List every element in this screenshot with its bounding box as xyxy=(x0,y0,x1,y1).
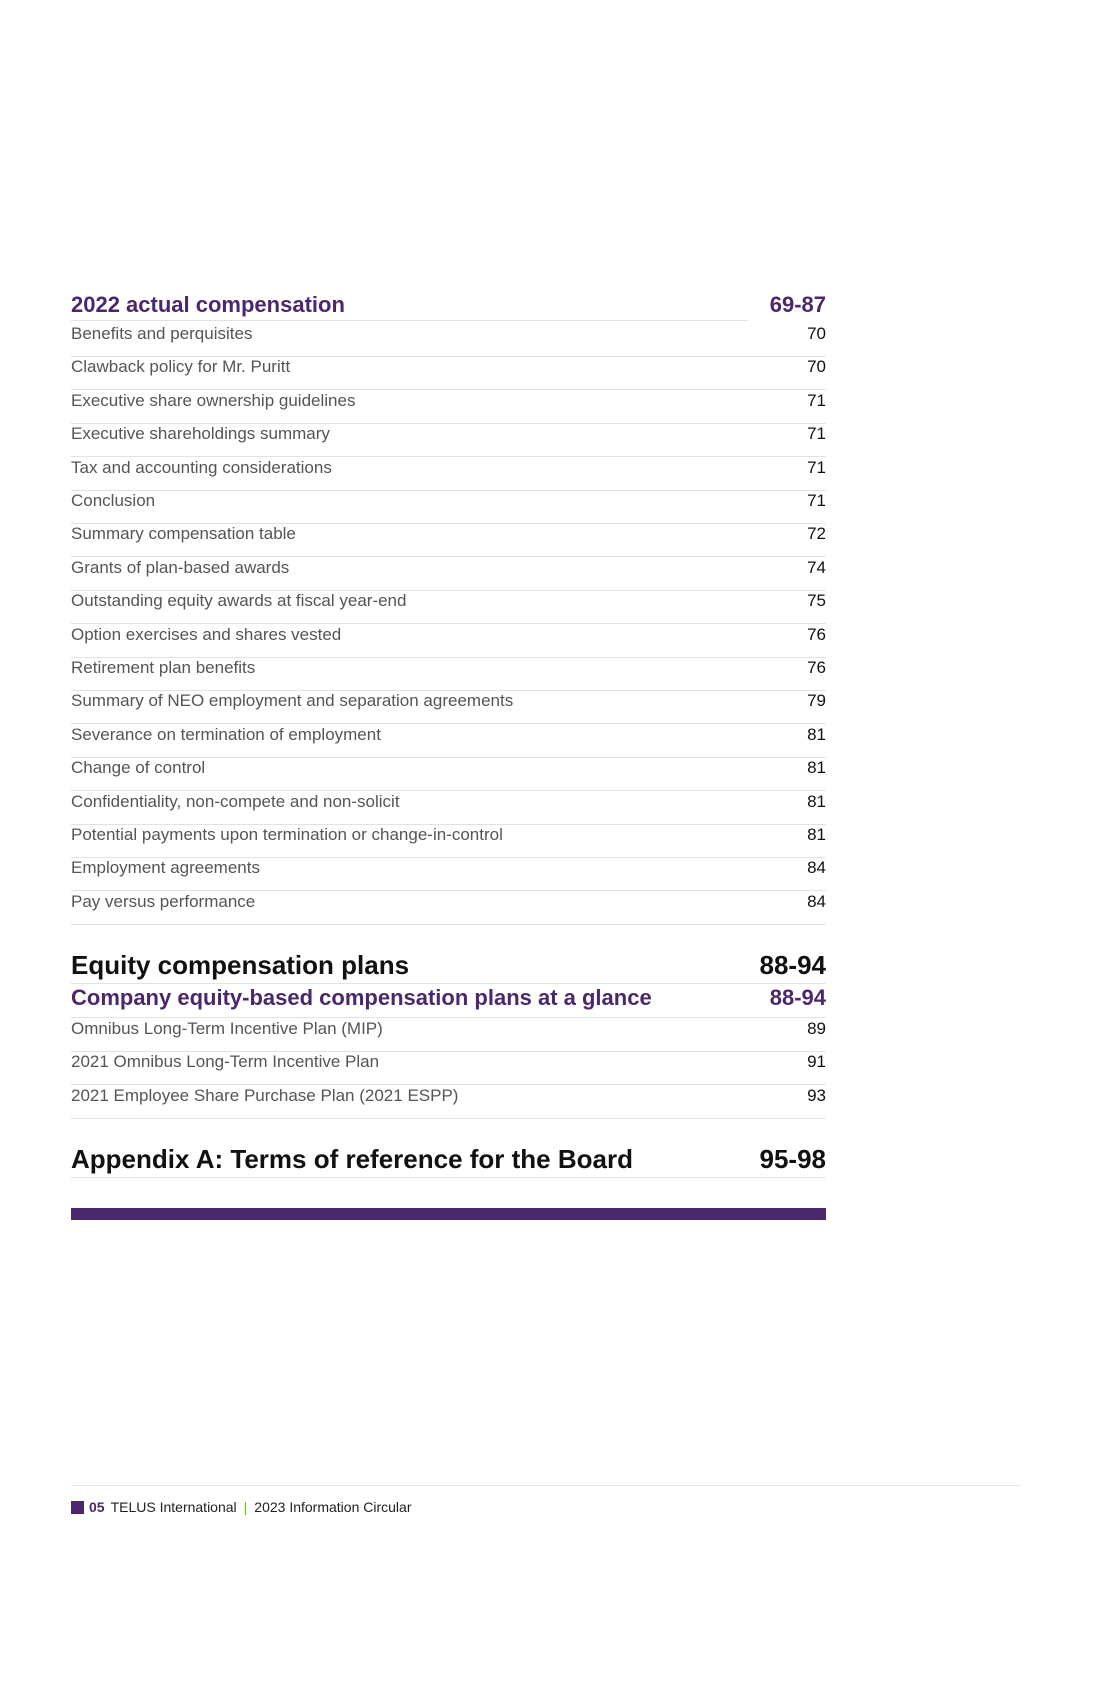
toc-entry[interactable] xyxy=(71,357,826,390)
toc-entry-label: Grants of plan-based awards xyxy=(71,557,290,577)
toc-entry-label: Summary compensation table xyxy=(71,524,296,544)
footer-separator: | xyxy=(243,1499,248,1515)
subsection-heading-equity-plans-glance[interactable] xyxy=(71,985,826,1018)
toc-entry[interactable] xyxy=(71,1052,826,1085)
toc-entry-page: 75 xyxy=(807,591,826,611)
toc-entry-page: 71 xyxy=(807,491,826,510)
toc-entry-page: 70 xyxy=(807,324,826,343)
toc-entry[interactable] xyxy=(71,758,826,791)
toc-entry[interactable] xyxy=(71,1019,826,1052)
toc-entry-label: Conclusion xyxy=(71,491,156,510)
toc-entry-label: Retirement plan benefits xyxy=(71,658,256,677)
section-heading-appendix-a-label: Appendix A: Terms of reference for the Board xyxy=(71,1144,633,1174)
footer-square-icon xyxy=(71,1501,84,1514)
section-end-bar xyxy=(71,1208,826,1220)
footer-company: TELUS International xyxy=(110,1499,237,1515)
toc-entry[interactable] xyxy=(71,825,826,858)
section-heading-equity-plans-page: 88-94 xyxy=(759,950,826,980)
toc-entry-page: 74 xyxy=(807,557,826,577)
toc-entry-page: 84 xyxy=(807,891,826,911)
toc-entry-label: Severance on termination of employment xyxy=(71,724,381,744)
toc-entry-page: 72 xyxy=(807,524,826,544)
toc-entry-page: 93 xyxy=(807,1085,826,1105)
toc-entry[interactable] xyxy=(71,391,826,424)
toc-entry[interactable] xyxy=(71,591,826,624)
toc-entry-label: 2021 Omnibus Long-Term Incentive Plan xyxy=(71,1052,380,1072)
subsection-heading-equity-plans-glance-page: 88-94 xyxy=(769,985,826,1010)
toc-entry-label: Option exercises and shares vested xyxy=(71,624,342,644)
toc-entry[interactable] xyxy=(71,558,826,591)
toc-entry-page: 81 xyxy=(807,758,826,778)
toc-entry[interactable] xyxy=(71,691,826,724)
toc-entry[interactable] xyxy=(71,625,826,658)
toc-entry[interactable] xyxy=(71,424,826,457)
footer-document-title: 2023 Information Circular xyxy=(254,1499,412,1515)
footer xyxy=(71,1497,411,1517)
toc-entry-label: Potential payments upon termination or change-in-control xyxy=(71,825,503,844)
toc-entry-label: Change of control xyxy=(71,758,206,778)
toc-entry-page: 71 xyxy=(807,457,826,477)
section-heading-appendix-a-page: 95-98 xyxy=(759,1144,826,1174)
section-heading-appendix-a[interactable] xyxy=(71,1144,826,1178)
toc-entry-label: Benefits and perquisites xyxy=(71,324,253,343)
toc-entry-page: 76 xyxy=(807,624,826,644)
section-heading-actual-compensation-page: 69-87 xyxy=(769,292,826,317)
toc-entry-label: Employment agreements xyxy=(71,858,260,878)
toc-entry-page: 91 xyxy=(807,1052,826,1072)
toc-entry-label: Executive shareholdings summary xyxy=(71,424,330,444)
toc-entry-label: Omnibus Long-Term Incentive Plan (MIP) xyxy=(71,1019,383,1038)
toc-entry-page: 81 xyxy=(807,724,826,744)
toc-entry[interactable] xyxy=(71,324,826,357)
toc-entry[interactable] xyxy=(71,1086,826,1119)
toc-entry-page: 81 xyxy=(807,791,826,811)
toc-entry-label: Clawback policy for Mr. Puritt xyxy=(71,357,291,377)
footer-page-number: 05 xyxy=(89,1499,105,1515)
toc-entry-page: 76 xyxy=(807,658,826,677)
toc-entry-page: 71 xyxy=(807,390,826,410)
toc-entry-label: Tax and accounting considerations xyxy=(71,457,332,477)
toc-entry[interactable] xyxy=(71,491,826,524)
toc-entry-page: 81 xyxy=(807,825,826,844)
toc-entry-label: 2021 Employee Share Purchase Plan (2021 ESPP) xyxy=(71,1085,459,1105)
toc-entry-label: Outstanding equity awards at fiscal year-end xyxy=(71,591,407,611)
toc-entry-page: 79 xyxy=(807,691,826,711)
toc-entry[interactable] xyxy=(71,892,826,925)
toc-entry-page: 84 xyxy=(807,858,826,878)
toc-entry-label: Confidentiality, non-compete and non-solicit xyxy=(71,791,400,811)
toc-entry-page: 70 xyxy=(807,357,826,377)
toc-entry[interactable] xyxy=(71,658,826,691)
toc-entry-label: Executive share ownership guidelines xyxy=(71,390,356,410)
section-heading-actual-compensation-label: 2022 actual compensation xyxy=(71,292,748,321)
toc-entry-page: 89 xyxy=(807,1019,826,1038)
toc-entry[interactable] xyxy=(71,792,826,825)
toc-entry-page: 71 xyxy=(807,424,826,444)
toc-entry-label: Summary of NEO employment and separation agreements xyxy=(71,691,514,711)
section-heading-equity-plans[interactable] xyxy=(71,950,826,984)
section-heading-actual-compensation[interactable] xyxy=(71,292,826,322)
section-heading-equity-plans-label: Equity compensation plans xyxy=(71,950,410,980)
subsection-heading-equity-plans-glance-label: Company equity-based compensation plans at a glance xyxy=(71,985,652,1010)
toc-entry-label: Pay versus performance xyxy=(71,891,256,911)
toc-entry[interactable] xyxy=(71,858,826,891)
toc-entry[interactable] xyxy=(71,458,826,491)
footer-divider xyxy=(71,1485,1021,1486)
toc-entry[interactable] xyxy=(71,524,826,557)
toc-entry[interactable] xyxy=(71,725,826,758)
